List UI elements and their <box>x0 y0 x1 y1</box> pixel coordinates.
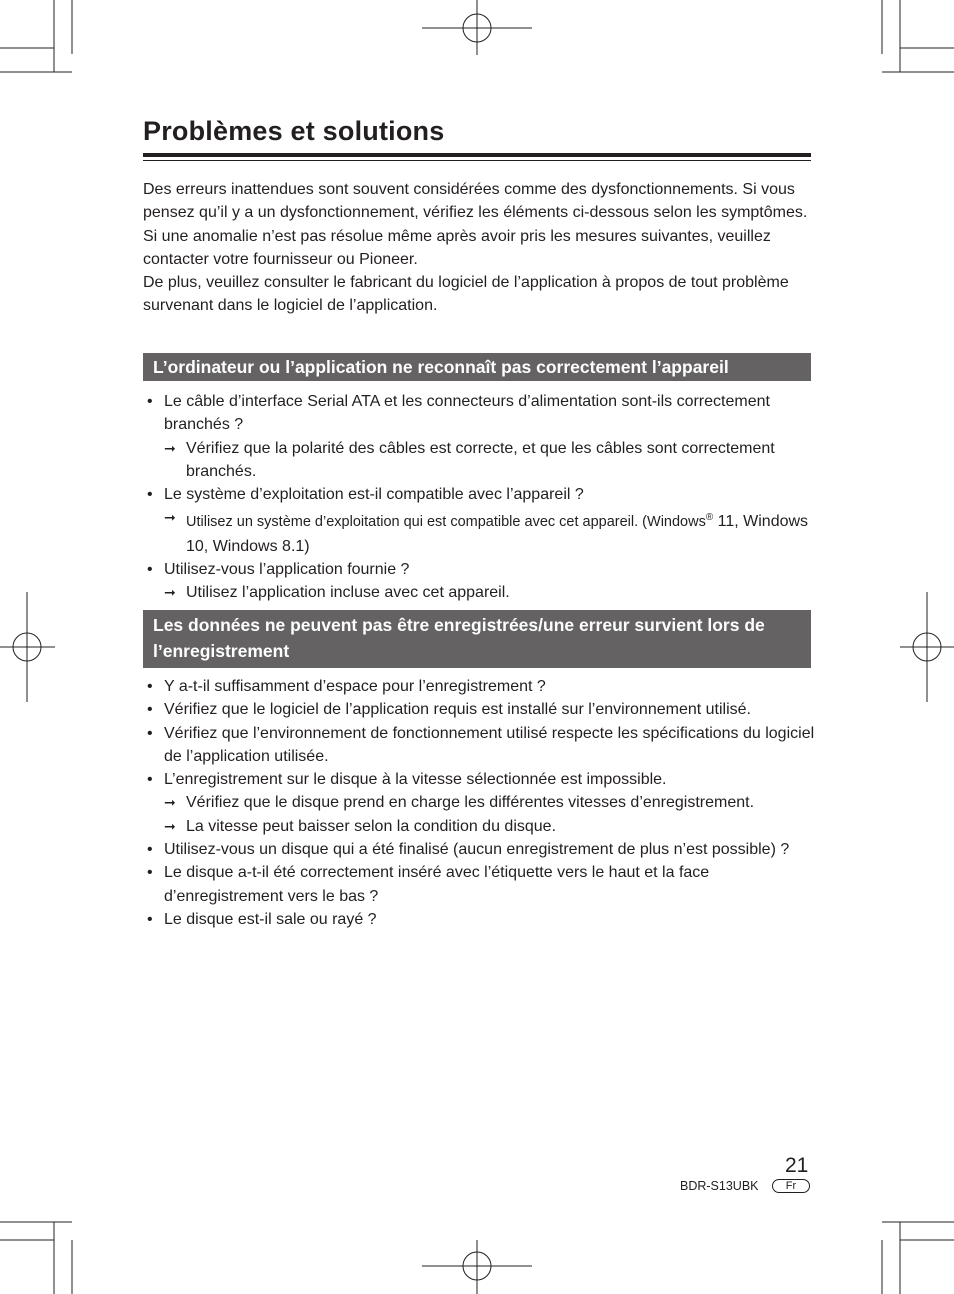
arrow-right-icon: ➞ <box>164 584 176 601</box>
arrow-right-icon: ➞ <box>164 794 176 811</box>
registered-mark: ® <box>705 512 714 524</box>
item-text: Le système d’exploitation est-il compatible avec l’appareil ? <box>164 486 584 504</box>
arrow-right-icon: ➞ <box>164 817 176 834</box>
sub-item-text: Utilisez un système d’exploitation qui est compatible avec cet appareil. (Windows <box>186 514 706 531</box>
item-text: Vérifiez que le logiciel de l’application requis est installé sur l’environnement utilisé. <box>164 701 751 719</box>
list-item <box>143 483 815 558</box>
bullet-icon: • <box>147 561 153 579</box>
intro-paragraph: De plus, veuillez consulter le fabricant du logiciel de l’application à propos de tout problème survenant dans le logiciel de l’application. <box>143 274 789 315</box>
list-item <box>143 722 815 769</box>
item-text: Utilisez-vous l’application fournie ? <box>164 561 410 579</box>
list-item <box>143 390 815 483</box>
sub-item <box>164 791 815 814</box>
item-text: Le disque a-t-il été correctement inséré avec l’étiquette vers le haut et la face d’enregistrement vers le bas ? <box>164 864 710 905</box>
model-number: BDR-S13UBK <box>680 1179 759 1193</box>
page-title: Problèmes et solutions <box>143 116 445 146</box>
bullet-icon: • <box>147 678 153 695</box>
intro-text <box>143 178 815 318</box>
arrow-right-icon: ➞ <box>164 509 176 526</box>
list-item <box>143 558 815 605</box>
sub-item-text: Vérifiez que le disque prend en charge les différentes vitesses d’enregistrement. <box>186 794 755 812</box>
sub-item <box>164 815 815 838</box>
intro-paragraph: Des erreurs inattendues sont souvent considérées comme des dysfonctionnements. Si vous pensez qu’il y a un dysfonctionnement, vérifiez les éléments ci-dessous selon les symptômes. <box>143 181 808 222</box>
section-heading-recognition: L’ordinateur ou l’application ne reconnaît pas correctement l’appareil <box>143 353 811 381</box>
bullet-icon: • <box>147 841 153 859</box>
title-rule-thin <box>143 160 811 161</box>
language-badge: Fr <box>772 1179 810 1193</box>
arrow-right-icon: ➞ <box>164 439 176 456</box>
intro-paragraph: Si une anomalie n’est pas résolue même après avoir pris les mesures suivantes, veuillez contacter votre fournisseur ou Pioneer. <box>143 227 771 268</box>
sub-item-text: Utilisez l’application incluse avec cet appareil. <box>186 584 510 602</box>
item-text: Le câble d’interface Serial ATA et les connecteurs d’alimentation sont-ils correctement branchés ? <box>164 393 770 434</box>
bullet-icon: • <box>147 486 153 504</box>
bullet-icon: • <box>147 771 153 789</box>
sub-item <box>164 581 815 604</box>
list-item <box>143 861 815 908</box>
item-text: Y a-t-il suffisamment d’espace pour l’enregistrement ? <box>164 678 546 695</box>
registration-mark-right <box>900 592 954 702</box>
list-item <box>143 908 815 931</box>
sub-item-text: Vérifiez que la polarité des câbles est correcte, et que les câbles sont correctement branchés. <box>186 439 775 480</box>
list-item <box>143 838 815 861</box>
sub-item-text: La vitesse peut baisser selon la condition du disque. <box>186 817 557 835</box>
bullet-icon: • <box>147 701 153 719</box>
list-item <box>143 768 815 838</box>
registration-mark-bottom <box>422 1240 532 1294</box>
bullet-icon: • <box>147 393 153 410</box>
bullet-icon: • <box>147 910 153 928</box>
list-item <box>143 698 815 721</box>
title-rule-thick <box>143 153 811 157</box>
list-item <box>143 675 815 698</box>
item-text: Le disque est-il sale ou rayé ? <box>164 910 377 928</box>
page-number: 21 <box>785 1154 809 1177</box>
item-text: L’enregistrement sur le disque à la vitesse sélectionnée est impossible. <box>164 771 667 789</box>
recording-checklist <box>143 675 815 931</box>
item-text: Utilisez-vous un disque qui a été finalisé (aucun enregistrement de plus n’est possible) ? <box>164 841 790 859</box>
bullet-icon: • <box>147 864 153 882</box>
sub-item-text-cont: 11, Windows 10, Windows 8.1) <box>186 513 809 555</box>
registration-mark-top <box>422 0 532 55</box>
sub-item <box>164 437 815 484</box>
item-text: Vérifiez que l’environnement de fonctionnement utilisé respecte les spécifications du logiciel de l’application utilisée. <box>164 724 815 765</box>
section-heading-recording-error: Les données ne peuvent pas être enregistrées/une erreur survient lors de l’enregistrement <box>143 610 811 668</box>
sub-item <box>164 506 815 558</box>
bullet-icon: • <box>147 724 153 742</box>
registration-mark-left <box>0 592 55 702</box>
recognition-checklist <box>143 390 815 605</box>
